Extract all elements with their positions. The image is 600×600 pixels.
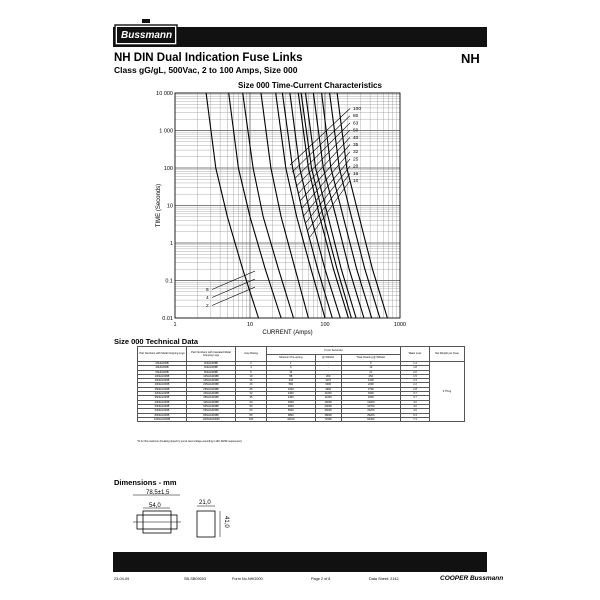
curve-label: 10 — [353, 179, 359, 184]
fuse-dimension-drawing — [125, 488, 235, 548]
table-cell: 3700 — [341, 387, 400, 391]
table-cell: 1000 — [267, 387, 316, 391]
table-cell: 26000 — [315, 409, 341, 413]
dim-total-width: 78,5±1,5 — [146, 490, 170, 496]
y-tick-label: 10 — [166, 203, 173, 210]
table-cell: 20NHG000B — [138, 383, 187, 387]
page-title: NH DIN Dual Indication Fuse Links — [114, 52, 303, 64]
table-cell: 234 — [267, 379, 316, 383]
table-cell: 16NHG000BI — [187, 379, 236, 383]
y-tick-label: 10 000 — [156, 91, 173, 97]
table-cell: 6NHG000B — [138, 370, 187, 374]
table-cell: 2.2 — [401, 383, 430, 387]
weight-cell: 0.75 kg — [430, 362, 465, 422]
table-cell: 25NHG000BI — [187, 387, 236, 391]
table-cell: 4.6 — [401, 409, 430, 413]
table-cell: 12 — [341, 366, 400, 370]
table-cell: 6 — [341, 362, 400, 366]
table-cell: 35NHG000B — [138, 396, 187, 400]
table-cell: 80NHG000B — [138, 413, 187, 417]
table-cell: 35NHG000BI — [187, 396, 236, 400]
curve-label: 32 — [353, 150, 359, 156]
x-axis-label: CURRENT (Amps) — [262, 330, 313, 336]
table-cell: 38000 — [315, 413, 341, 417]
table-cell: 16 — [236, 379, 267, 383]
table-cell: 9800 — [267, 413, 316, 417]
table-row — [138, 417, 465, 421]
footer-date: 23-04-09 — [114, 577, 130, 581]
table-cell: 2.0 — [401, 370, 430, 374]
curve-label: 63 — [353, 121, 359, 127]
table-cell: 584 — [267, 383, 316, 387]
table-cell: 7.4 — [401, 417, 430, 421]
table-cell: 10 — [236, 374, 267, 378]
curve-label: 80 — [353, 114, 359, 120]
table-cell: 40NHG000B — [138, 400, 187, 404]
table-cell: 1170 — [315, 379, 341, 383]
y-tick-label: 100 — [163, 166, 173, 172]
col-i2t: I²t (A² Seconds) — [267, 347, 401, 355]
table-cell: 1300 — [341, 379, 400, 383]
curve-label: 25 — [353, 157, 359, 163]
bussmann-logo — [114, 17, 178, 47]
col-total: Total Clearing @ 500Vac — [341, 354, 400, 362]
table-cell: 13200 — [341, 400, 400, 404]
table-cell: 50 — [236, 404, 267, 408]
table-cell: 6 — [236, 370, 267, 374]
table-cell: 35 — [236, 396, 267, 400]
curve-label: 40 — [353, 135, 359, 141]
table-cell: 3.7 — [401, 392, 430, 396]
table-cell: 40 — [236, 400, 267, 404]
tech-title: Size 000 Technical Data — [114, 337, 199, 346]
table-cell: 63 — [236, 409, 267, 413]
table-cell: 63NHG000BI — [187, 409, 236, 413]
table-cell: 20NHG000BI — [187, 383, 236, 387]
table-cell: 100NHG000B — [138, 417, 187, 421]
footer-brand: COOPER Bussmann — [440, 575, 504, 582]
table-cell: 3600 — [267, 404, 316, 408]
y-tick-label: 1 000 — [159, 128, 173, 135]
table-cell: 2 — [236, 362, 267, 366]
table-cell: 252 — [341, 374, 400, 378]
table-cell: 2.3 — [401, 379, 430, 383]
table-cell: 21 — [341, 370, 400, 374]
curve-label: 100 — [353, 107, 362, 112]
table-cell: 50NHG000B — [138, 404, 187, 408]
table-cell: 11000 — [315, 392, 341, 396]
table-cell: 100NHG000BI — [187, 417, 236, 421]
table-cell: 29200 — [341, 413, 400, 417]
table-cell: 2400 — [267, 392, 316, 396]
table-cell: 4NHG000B — [138, 366, 187, 370]
table-cell: 23000 — [315, 404, 341, 408]
footer-form: Form No.NHG000 — [232, 577, 263, 581]
curve-label: 4 — [206, 296, 209, 301]
product-code: NH — [461, 51, 480, 66]
table-cell: 1 — [267, 362, 316, 366]
footer-doc: SB-SB09003 — [184, 577, 206, 581]
table-cell: 2NHG000B — [138, 362, 187, 366]
table-cell: 15200 — [341, 409, 400, 413]
dim-body-width: 54,0 — [149, 503, 161, 509]
table-cell: 3000 — [315, 383, 341, 387]
dim-height: 41,0 — [223, 516, 229, 528]
table-cell: 64300 — [341, 417, 400, 421]
table-cell: 9400 — [341, 396, 400, 400]
curve-label: 20 — [353, 164, 359, 170]
table-cell: 2NHG000BI — [187, 362, 236, 366]
table-cell: 100 — [236, 417, 267, 421]
col-min: Minimum Pre-arcing — [267, 354, 316, 362]
table-cell: 25 — [236, 387, 267, 391]
dims-title: Dimensions - mm — [114, 478, 177, 487]
table-cell: - — [315, 362, 341, 366]
time-current-chart — [150, 88, 410, 338]
table-cell: 4600 — [315, 387, 341, 391]
table-cell: 25NHG000B — [138, 387, 187, 391]
footer-page: Page 2 of 8 — [311, 577, 331, 581]
leader-line — [290, 109, 350, 166]
table-cell: 4NHG000BI — [187, 366, 236, 370]
leader-line — [310, 181, 350, 238]
table-cell: 3300 — [267, 400, 316, 404]
table-cell: - — [315, 370, 341, 374]
table-cell: 4.0 — [401, 404, 430, 408]
col-part-insulated: Part Numbers with Insulated Metal Gripping Lugs — [187, 347, 236, 362]
col-amp: Amp Rating — [236, 347, 267, 362]
col-weight: Net Weight per Fuse — [430, 347, 465, 362]
table-cell: 72300 — [315, 417, 341, 421]
table-cell: 200 — [315, 374, 341, 378]
col-part-metal: Part Numbers with Metal Gripping Lugs — [138, 347, 187, 362]
curve-label: 50 — [353, 128, 359, 134]
table-cell: 80 — [236, 413, 267, 417]
table-cell: 40NHG000BI — [187, 400, 236, 404]
table-cell: 32 — [236, 392, 267, 396]
dim-depth: 21,0 — [199, 500, 211, 506]
curve-label: 16 — [353, 171, 359, 177]
table-cell: 6 — [267, 366, 316, 370]
table-cell: 10NHG000B — [138, 374, 187, 378]
x-tick-label: 100 — [320, 322, 330, 328]
table-cell: - — [315, 366, 341, 370]
table-cell: 6500 — [267, 409, 316, 413]
table-cell: 1.8 — [401, 366, 430, 370]
leader-line — [292, 116, 350, 173]
table-cell: 4.0 — [401, 400, 430, 404]
table-cell: 3.7 — [401, 396, 430, 400]
chart-title: Size 000 Time-Current Characteristics — [238, 81, 382, 90]
table-cell: 63NHG000B — [138, 409, 187, 413]
table-cell: 2.8 — [401, 387, 430, 391]
y-tick-label: 0.01 — [162, 316, 173, 322]
table-cell: 16100 — [267, 417, 316, 421]
table-cell: 9400 — [341, 392, 400, 396]
table-cell: 2400 — [267, 396, 316, 400]
table-cell: 32NHG000BI — [187, 392, 236, 396]
table-cell: 4 — [236, 366, 267, 370]
x-tick-label: 1 — [173, 322, 177, 328]
tech-footnote: *I²t for this maximum (breaking ripped by test at rated voltage according to IEC 60269 requirement). — [137, 440, 243, 443]
footer-bar — [113, 552, 487, 572]
col-500: @ 500Vac — [315, 354, 341, 362]
table-cell: 16000 — [315, 400, 341, 404]
curve-label: 2 — [206, 304, 209, 309]
brand-text: Bussmann — [121, 30, 173, 41]
table-cell: 14 — [267, 370, 316, 374]
y-axis-label: TIME (Seconds) — [156, 183, 162, 228]
curve-label: 35 — [353, 143, 359, 148]
table-cell: 6NHG000BI — [187, 370, 236, 374]
table-cell: 10NHG000BI — [187, 374, 236, 378]
table-cell: 50NHG000BI — [187, 404, 236, 408]
table-cell: 16700 — [341, 404, 400, 408]
table-cell: 20 — [236, 383, 267, 387]
table-cell: 2400 — [341, 383, 400, 387]
table-cell: 32NHG000B — [138, 392, 187, 396]
table-cell: 16NHG000B — [138, 379, 187, 383]
table-cell: 1.4 — [401, 362, 430, 366]
table-cell: 58 — [267, 374, 316, 378]
footer-sheet: Data Sheet: 2142 — [369, 577, 399, 581]
page-subtitle: Class gG/gL, 500Vac, 2 to 100 Amps, Size 000 — [114, 65, 298, 75]
y-tick-label: 0.1 — [165, 278, 173, 285]
table-cell: 1.5 — [401, 374, 430, 378]
tech-table — [137, 346, 465, 422]
x-tick-label: 1000 — [393, 322, 407, 328]
y-tick-label: 1 — [169, 241, 173, 247]
table-cell: 6.3 — [401, 413, 430, 417]
table-cell: 11000 — [315, 396, 341, 400]
table-cell: 80NHG000BI — [187, 413, 236, 417]
col-watts: Watts Loss — [401, 347, 430, 362]
curve-label: 6 — [206, 288, 209, 293]
x-tick-label: 10 — [246, 322, 254, 328]
